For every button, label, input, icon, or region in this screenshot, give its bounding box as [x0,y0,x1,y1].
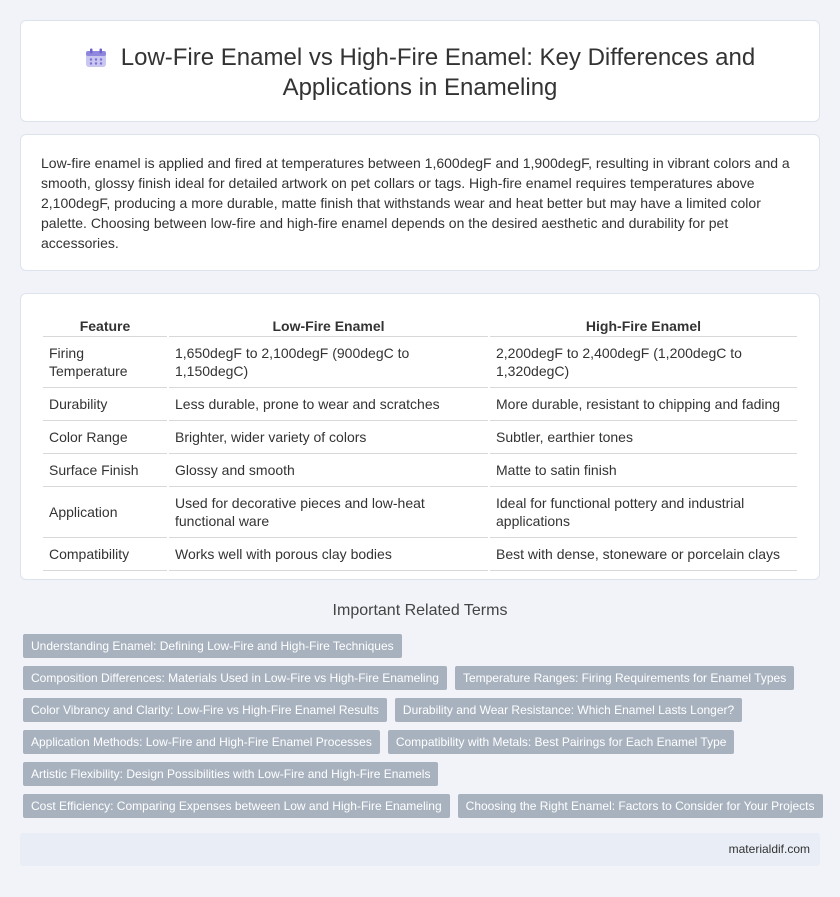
related-term-tag[interactable]: Choosing the Right Enamel: Factors to Consider for Your Projects [458,794,823,818]
table-cell: More durable, resistant to chipping and fading [490,388,797,421]
related-terms-list [20,634,820,826]
table-row [43,337,797,388]
table-cell: Subtler, earthier tones [490,421,797,454]
table-cell: Surface Finish [43,454,167,487]
related-term-tag[interactable]: Understanding Enamel: Defining Low-Fire and High-Fire Techniques [23,634,402,658]
related-terms-heading: Important Related Terms [332,602,508,619]
table-cell: Works well with porous clay bodies [169,538,488,571]
header-low-fire: Low-Fire Enamel [169,314,488,337]
table-cell: Glossy and smooth [169,454,488,487]
page-title: Low-Fire Enamel vs High-Fire Enamel: Key Differences and Applications in Enameling [120,44,756,101]
related-term-tag[interactable]: Composition Differences: Materials Used in Low-Fire vs High-Fire Enameling [23,666,447,690]
table-cell: 2,200degF to 2,400degF (1,200degC to 1,320degC) [490,337,797,388]
table-row [43,421,797,454]
table-cell: Used for decorative pieces and low-heat functional ware [169,487,488,538]
footer-bar [20,833,820,866]
table-row [43,487,797,538]
related-term-tag[interactable]: Cost Efficiency: Comparing Expenses between Low and High-Fire Enameling [23,794,450,818]
table-cell: Less durable, prone to wear and scratches [169,388,488,421]
related-term-tag[interactable]: Compatibility with Metals: Best Pairings for Each Enamel Type [388,730,735,754]
table-row [43,454,797,487]
table-row [43,538,797,571]
related-term-tag[interactable]: Durability and Wear Resistance: Which Enamel Lasts Longer? [395,698,742,722]
table-cell: Application [43,487,167,538]
title-card [20,20,820,122]
intro-card [20,134,820,271]
footer-site-link[interactable]: materialdif.com [728,842,810,856]
table-cell: Durability [43,388,167,421]
related-term-tag[interactable]: Color Vibrancy and Clarity: Low-Fire vs High-Fire Enamel Results [23,698,387,722]
header-high-fire: High-Fire Enamel [490,314,797,337]
table-cell: Matte to satin finish [490,454,797,487]
comparison-table [41,314,799,571]
table-cell: Best with dense, stoneware or porcelain clays [490,538,797,571]
table-header-row [43,314,797,337]
table-cell: Color Range [43,421,167,454]
calendar-icon [85,46,107,66]
table-cell: Firing Temperature [43,337,167,388]
table-cell: Ideal for functional pottery and industrial applications [490,487,797,538]
table-row [43,388,797,421]
related-term-tag[interactable]: Application Methods: Low-Fire and High-Fire Enamel Processes [23,730,380,754]
table-cell: Brighter, wider variety of colors [169,421,488,454]
intro-paragraph: Low-fire enamel is applied and fired at temperatures between 1,600degF and 1,900degF, resulting in vibrant colors and a smooth, glossy finish ideal for detailed artwork on pet collars or tags. High-fire enamel requires temperatures above 2,100degF, producing a more durable, matte finish that withstands wear and heat better but may have a limited color palette. Choosing between low-fire and high-fire enamel depends on the desired aesthetic and durability for pet accessories. [41,155,790,251]
table-cell: Compatibility [43,538,167,571]
header-feature: Feature [43,314,167,337]
related-term-tag[interactable]: Temperature Ranges: Firing Requirements for Enamel Types [455,666,794,690]
comparison-card [20,293,820,580]
page-title-block [21,43,819,103]
related-term-tag[interactable]: Artistic Flexibility: Design Possibilities with Low-Fire and High-Fire Enamels [23,762,438,786]
table-cell: 1,650degF to 2,100degF (900degC to 1,150degC) [169,337,488,388]
